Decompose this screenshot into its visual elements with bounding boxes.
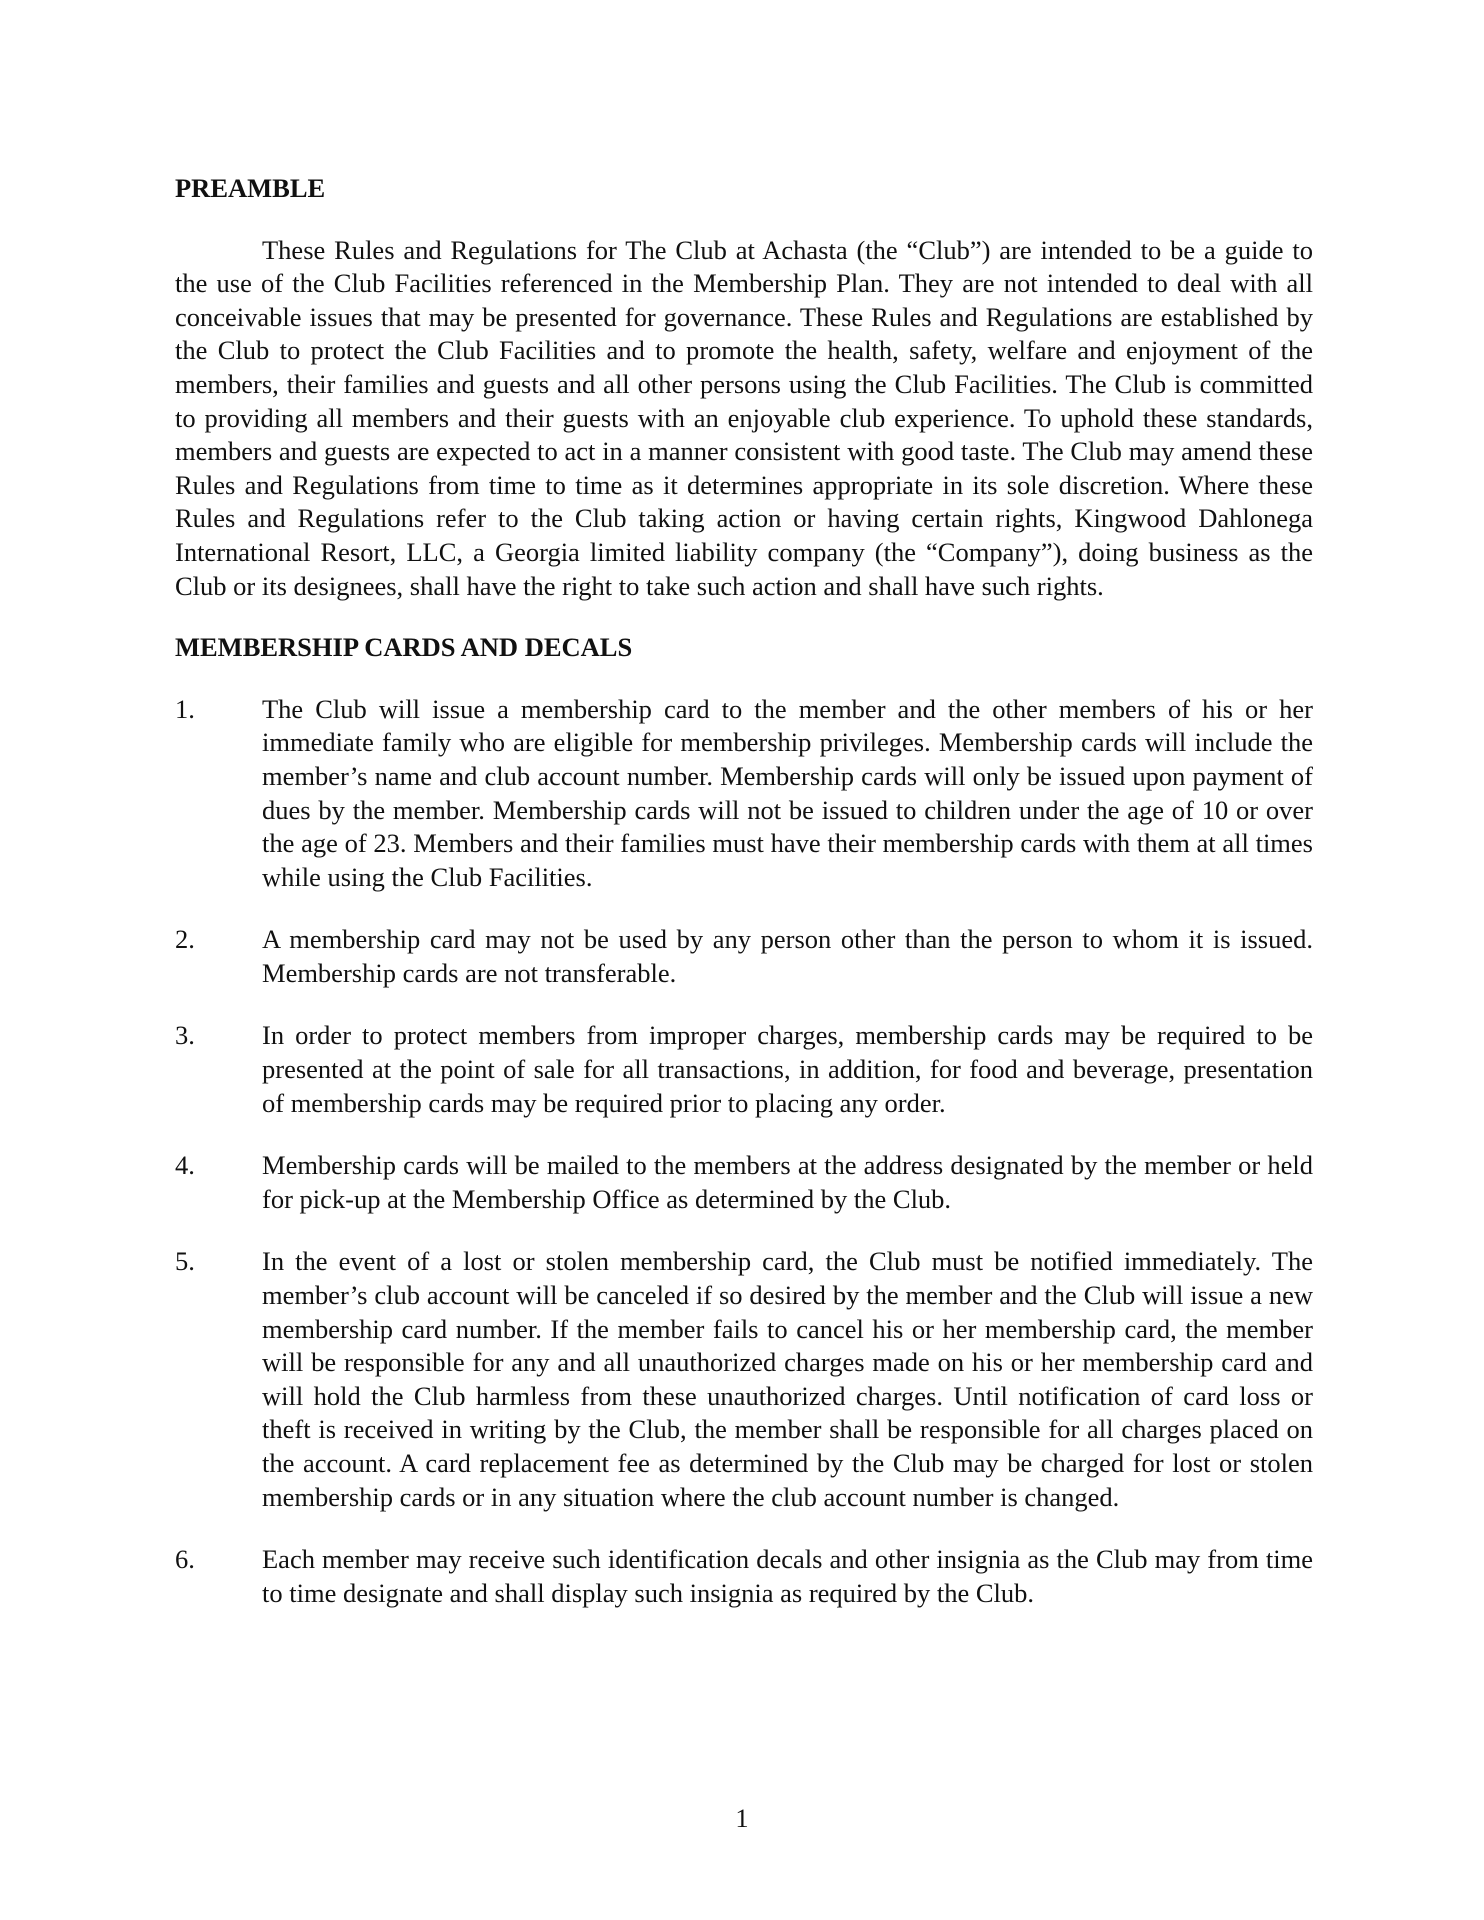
list-item-text: Membership cards will be mailed to the members at the address designated by the member or held for pick-up at the Membership Office as determined by the Club.	[262, 1150, 1313, 1214]
list-item	[175, 1149, 1313, 1216]
list-item-text: The Club will issue a membership card to the member and the other members of his or her immediate family who are eligible for membership privileges. Membership cards will include the member’s name and club account number. Membership cards will only be issued upon payment of dues by the member. Membership cards will not be issued to children under the age of 10 or over the age of 23. Members and their families must have their membership cards with them at all times while using the Club Facilities.	[262, 693, 1313, 892]
list-item	[175, 1019, 1313, 1120]
membership-rules-list	[175, 693, 1313, 1611]
list-item-text: Each member may receive such identification decals and other insignia as the Club may from time to time designate and shall display such insignia as required by the Club.	[262, 1544, 1313, 1608]
list-item-number: 4.	[175, 1150, 195, 1181]
list-item-text: A membership card may not be used by any person other than the person to whom it is issued. Membership cards are not transferable.	[262, 924, 1313, 988]
list-item	[175, 923, 1313, 990]
list-item	[175, 693, 1313, 895]
page-number: 1	[735, 1803, 749, 1833]
list-item-number: 2.	[175, 924, 195, 955]
list-item-text: In the event of a lost or stolen membership card, the Club must be notified immediately. The member’s club account will be canceled if so desired by the member and the Club will issue a new membership card number. If the member fails to cancel his or her membership card, the member will be responsible for any and all unauthorized charges made on his or her membership card and will hold the Club harmless from these unauthorized charges. Until notification of card loss or theft is received in writing by the Club, the member shall be responsible for all charges placed on the account. A card replacement fee as determined by the Club may be charged for lost or stolen membership cards or in any situation where the club account number is changed.	[262, 1246, 1313, 1512]
list-item-number: 1.	[175, 693, 195, 724]
preamble-heading: PREAMBLE	[175, 173, 326, 203]
list-item-number: 3.	[175, 1020, 195, 1051]
list-item	[175, 1245, 1313, 1514]
list-item-text: In order to protect members from improper charges, membership cards may be required to be presented at the point of sale for all transactions, in addition, for food and beverage, presentation of membership cards may be required prior to placing any order.	[262, 1020, 1313, 1118]
membership-heading: MEMBERSHIP CARDS AND DECALS	[175, 632, 633, 663]
list-item	[175, 1543, 1313, 1610]
preamble-paragraph: These Rules and Regulations for The Club at Achasta (the “Club”) are intended to be a guide to the use of the Club Facilities referenced in the Membership Plan. They are not intended to deal with all conceivable issues that may be presented for governance. These Rules and Regulations are established by the Club to protect the Club Facilities and to promote the health, safety, welfare and enjoyment of the members, their families and guests and all other persons using the Club Facilities. The Club is committed to providing all members and their guests with an enjoyable club experience. To uphold these standards, members and guests are expected to act in a manner consistent with good taste. The Club may amend these Rules and Regulations from time to time as it determines appropriate in its sole discretion. Where these Rules and Regulations refer to the Club taking action or having certain rights, Kingwood Dahlonega International Resort, LLC, a Georgia limited liability company (the “Company”), doing business as the Club or its designees, shall have the right to take such action and shall have such rights.	[175, 234, 1313, 601]
list-item-number: 5.	[175, 1246, 195, 1277]
list-item-number: 6.	[175, 1544, 195, 1575]
document-page	[175, 172, 1313, 1639]
